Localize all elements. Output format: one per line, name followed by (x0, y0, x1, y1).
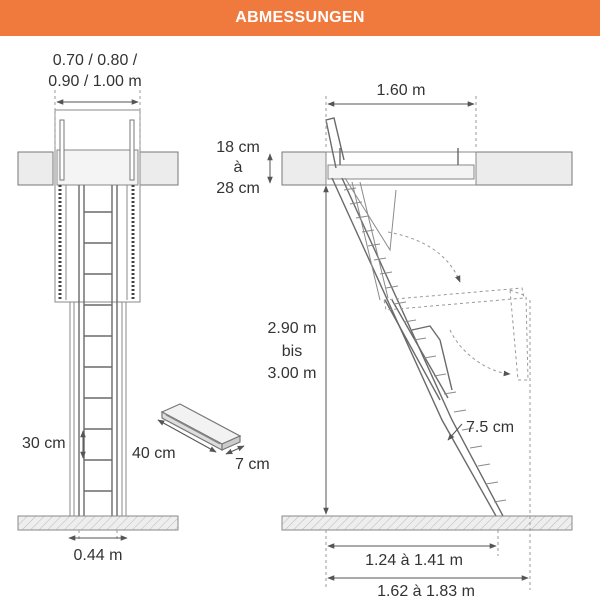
step-spacing-label: 30 cm (22, 435, 66, 452)
spring-right (127, 120, 134, 300)
step-length-label: 40 cm (132, 445, 176, 462)
spring-left (60, 120, 66, 300)
floor-span-label: 1.24 à 1.41 m (365, 552, 463, 569)
ceiling-left (18, 152, 53, 185)
height-label-line2: bis (281, 343, 303, 360)
hatch-lid (328, 165, 474, 179)
front-view (18, 52, 178, 564)
total-span-label: 1.62 à 1.83 m (377, 583, 475, 600)
side-view (216, 82, 572, 600)
handrail-right (122, 302, 126, 516)
step-detail (132, 404, 270, 473)
handrail-left (70, 302, 74, 516)
height-label-line1: 2.90 m (267, 320, 317, 337)
step-height-label: 7 cm (235, 456, 270, 473)
step-depth-label: 7.5 cm (466, 419, 515, 436)
ceiling-label-line2: à (233, 159, 243, 176)
header-title: ABMESSUNGEN (235, 9, 365, 26)
height-label-line3: 3.00 m (267, 365, 317, 382)
top-length-label: 1.60 m (376, 82, 426, 99)
base-width-label: 0.44 m (73, 547, 123, 564)
ceiling-right (140, 152, 178, 185)
ladder-treads (84, 212, 112, 491)
width-label-line1: 0.70 / 0.80 / (52, 52, 138, 69)
floor-front (18, 516, 178, 530)
rail-left (79, 185, 84, 530)
ceiling-label-line1: 18 cm (216, 139, 260, 156)
folded-position (384, 232, 528, 380)
hatch-box (57, 150, 138, 185)
width-label-line2: 0.90 / 1.00 m (48, 73, 142, 90)
ceiling-label-line3: 28 cm (216, 180, 260, 197)
floor-side (282, 516, 572, 530)
rail-right (112, 185, 117, 530)
ladder-side (332, 178, 506, 516)
